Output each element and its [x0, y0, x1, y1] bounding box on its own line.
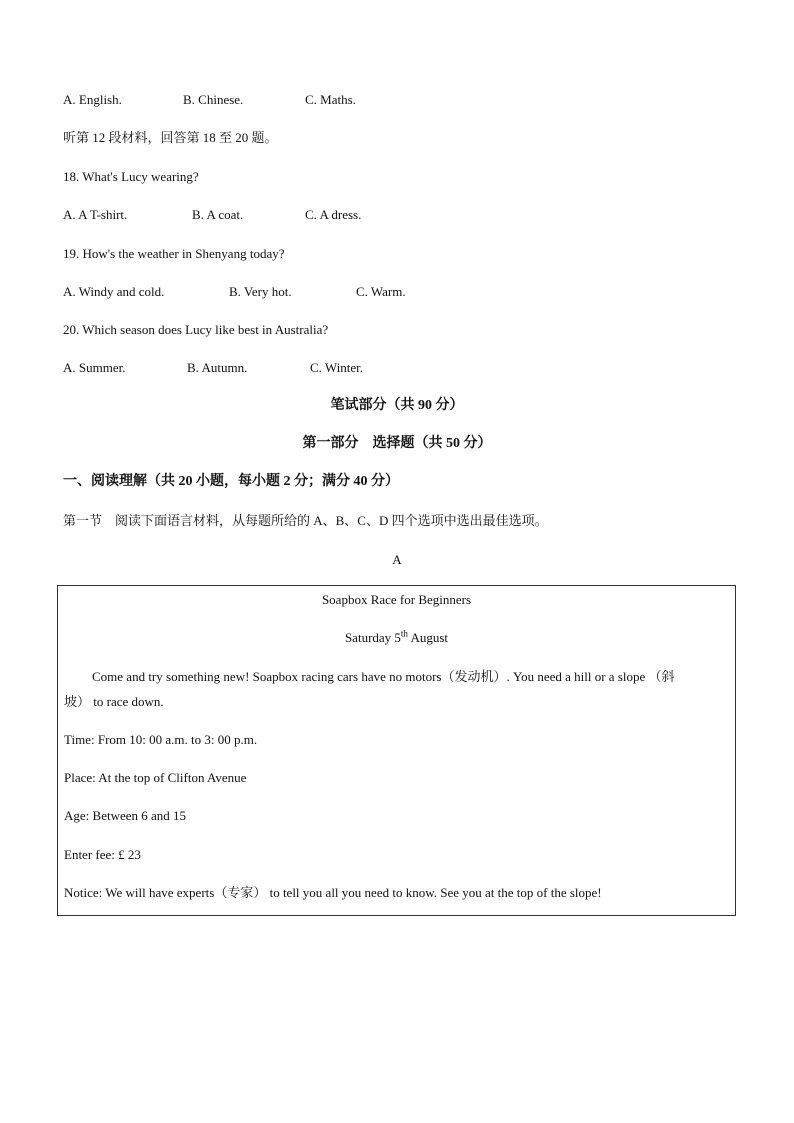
- written-part-title: 笔试部分（共 90 分）: [330, 398, 464, 413]
- q19-option-c: C. Warm.: [356, 284, 406, 299]
- q19-option-a: A. Windy and cold.: [63, 284, 165, 299]
- part1-title: 第一部分 选择题（共 50 分）: [302, 436, 492, 451]
- passage-label: A: [392, 552, 402, 567]
- passage-time: Time: From 10: 00 a.m. to 3: 00 p.m.: [64, 732, 258, 747]
- q18-option-c: C. A dress.: [305, 207, 362, 222]
- q17-option-a: A. English.: [63, 92, 122, 107]
- q20-option-c: C. Winter.: [310, 360, 364, 375]
- q17-option-b: B. Chinese.: [183, 92, 244, 107]
- passage-notice: Notice: We will have experts（专家） to tell you all you need to know. See you at the top of the slope!: [64, 885, 602, 900]
- passage-fee: Enter fee: £ 23: [64, 847, 141, 862]
- passage-place: Place: At the top of Clifton Avenue: [64, 770, 247, 785]
- q17-option-c: C. Maths.: [305, 92, 356, 107]
- q20-option-a: A. Summer.: [63, 360, 126, 375]
- passage-box: [57, 585, 736, 916]
- passage-intro-line1: Come and try something new! Soapbox racing cars have no motors（发动机）. You need a hill or a slope （斜: [92, 669, 675, 684]
- passage-intro-line2: 坡） to race down.: [64, 694, 164, 709]
- q19-option-b: B. Very hot.: [229, 284, 292, 299]
- question-20: 20. Which season does Lucy like best in Australia?: [63, 322, 329, 337]
- section12-intro: 听第 12 段材料，回答第 18 至 20 题。: [63, 130, 278, 145]
- question-18: 18. What's Lucy wearing?: [63, 169, 199, 184]
- section1-instruction: 第一节 阅读下面语言材料，从每题所给的 A、B、C、D 四个选项中选出最佳选项。: [63, 513, 548, 528]
- q20-option-b: B. Autumn.: [187, 360, 248, 375]
- question-19: 19. How's the weather in Shenyang today?: [63, 246, 285, 261]
- q18-option-a: A. A T-shirt.: [63, 207, 128, 222]
- passage-date: Saturday 5th August: [344, 628, 449, 645]
- passage-title: Soapbox Race for Beginners: [321, 592, 472, 607]
- reading-title: 一、阅读理解（共 20 小题，每小题 2 分；满分 40 分）: [63, 474, 399, 489]
- passage-age: Age: Between 6 and 15: [64, 808, 187, 823]
- q18-option-b: B. A coat.: [192, 207, 244, 222]
